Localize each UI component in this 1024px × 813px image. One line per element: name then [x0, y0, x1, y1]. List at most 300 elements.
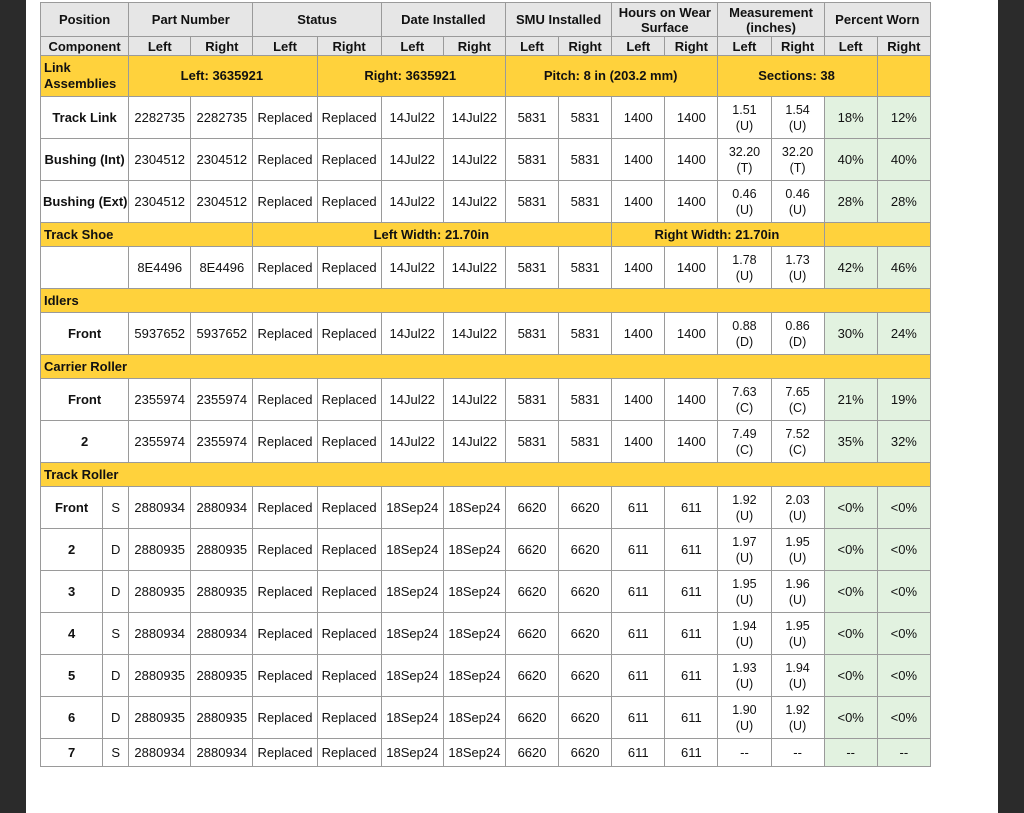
- subheader-left: Left: [381, 37, 443, 56]
- status-right: Replaced: [317, 697, 381, 739]
- status-left: Replaced: [253, 529, 317, 571]
- date-left: 14Jul22: [381, 247, 443, 289]
- smu-left: 6620: [505, 613, 558, 655]
- smu-right: 5831: [559, 139, 612, 181]
- part-left: 2282735: [129, 97, 191, 139]
- hours-right: 611: [665, 529, 718, 571]
- shoe-left-width: Left Width: 21.70in: [253, 223, 612, 247]
- status-left: Replaced: [253, 139, 317, 181]
- header-meas-line1: Measurement: [729, 4, 813, 20]
- part-left: 2355974: [129, 421, 191, 463]
- header-hours-line2: Surface: [640, 19, 689, 35]
- hours-left: 611: [612, 739, 665, 767]
- measurement-unit: (U): [788, 550, 807, 565]
- measurement-left: [718, 181, 771, 223]
- hours-right: 611: [665, 655, 718, 697]
- table-row: [41, 313, 931, 355]
- measurement-value: 1.94: [785, 660, 810, 675]
- percent-worn-right: --: [877, 739, 930, 767]
- percent-worn-right: <0%: [877, 571, 930, 613]
- part-left: 2880935: [129, 697, 191, 739]
- date-right: 18Sep24: [443, 529, 505, 571]
- date-right: 14Jul22: [443, 97, 505, 139]
- part-right: 2282735: [191, 97, 253, 139]
- measurement-value: 7.63: [732, 384, 757, 399]
- smu-left: 5831: [505, 247, 558, 289]
- section-track-roller: [41, 463, 931, 487]
- hours-right: 611: [665, 697, 718, 739]
- row-label: 5: [41, 655, 103, 697]
- measurement-right: [771, 613, 824, 655]
- measurement-right: [771, 313, 824, 355]
- measurement-right: [771, 97, 824, 139]
- part-right: 2880935: [191, 655, 253, 697]
- subheader-left: Left: [718, 37, 771, 56]
- hours-left: 611: [612, 613, 665, 655]
- hours-left: 611: [612, 697, 665, 739]
- measurement-unit: (U): [735, 634, 754, 649]
- part-left: 2880934: [129, 487, 191, 529]
- percent-worn-left: <0%: [824, 487, 877, 529]
- shoe-right-width: Right Width: 21.70in: [612, 223, 824, 247]
- measurement-value: 1.92: [732, 492, 757, 507]
- part-right: 2880935: [191, 571, 253, 613]
- row-label: [41, 247, 129, 289]
- smu-left: 5831: [505, 379, 558, 421]
- roller-type: D: [103, 655, 129, 697]
- date-left: 18Sep24: [381, 529, 443, 571]
- measurement-unit: (C): [735, 442, 754, 457]
- section-title-line1: Link: [44, 60, 71, 75]
- smu-right: 6620: [559, 529, 612, 571]
- measurement-left: [718, 247, 771, 289]
- hours-left: 1400: [612, 181, 665, 223]
- measurement-value: 1.94: [732, 618, 757, 633]
- part-left: 5937652: [129, 313, 191, 355]
- roller-type: D: [103, 529, 129, 571]
- measurement-left: [718, 97, 771, 139]
- date-right: 14Jul22: [443, 313, 505, 355]
- part-left: 2880935: [129, 655, 191, 697]
- measurement-value: 1.95: [785, 534, 810, 549]
- part-left: 8E4496: [129, 247, 191, 289]
- smu-right: 5831: [559, 421, 612, 463]
- smu-right: 6620: [559, 655, 612, 697]
- measurement-left: [718, 313, 771, 355]
- percent-worn-left: 18%: [824, 97, 877, 139]
- measurement-unit: (D): [788, 334, 807, 349]
- row-label: Front: [41, 313, 129, 355]
- section-idlers: [41, 289, 931, 313]
- subheader-right: Right: [191, 37, 253, 56]
- row-label: 6: [41, 697, 103, 739]
- table-row: [41, 421, 931, 463]
- row-label: Front: [41, 487, 103, 529]
- table-row: [41, 487, 931, 529]
- date-left: 14Jul22: [381, 139, 443, 181]
- part-right: 2880934: [191, 487, 253, 529]
- measurement-left: [718, 655, 771, 697]
- date-right: 18Sep24: [443, 739, 505, 767]
- section-title: Carrier Roller: [41, 355, 931, 379]
- row-label: 2: [41, 421, 129, 463]
- smu-left: 5831: [505, 139, 558, 181]
- measurement-unit: (U): [735, 268, 754, 283]
- table-row: [41, 697, 931, 739]
- part-right: 2304512: [191, 139, 253, 181]
- percent-worn-left: 40%: [824, 139, 877, 181]
- section-title: Idlers: [41, 289, 931, 313]
- smu-right: 6620: [559, 571, 612, 613]
- date-left: 18Sep24: [381, 487, 443, 529]
- measurement-unit: (U): [735, 550, 754, 565]
- measurement-value: 0.46: [732, 186, 757, 201]
- date-right: 14Jul22: [443, 421, 505, 463]
- hours-left: 1400: [612, 247, 665, 289]
- measurement-unit: (T): [736, 160, 753, 175]
- status-right: Replaced: [317, 571, 381, 613]
- measurement-value: 1.92: [785, 702, 810, 717]
- date-right: 14Jul22: [443, 247, 505, 289]
- smu-left: 6620: [505, 487, 558, 529]
- status-right: Replaced: [317, 613, 381, 655]
- date-right: 18Sep24: [443, 655, 505, 697]
- hours-left: 611: [612, 487, 665, 529]
- percent-worn-right: 12%: [877, 97, 930, 139]
- status-left: Replaced: [253, 97, 317, 139]
- measurement-unit: (U): [735, 508, 754, 523]
- percent-worn-right: 19%: [877, 379, 930, 421]
- part-right: 2880935: [191, 697, 253, 739]
- measurement-unit: (U): [735, 202, 754, 217]
- status-right: Replaced: [317, 529, 381, 571]
- status-left: Replaced: [253, 739, 317, 767]
- smu-right: 5831: [559, 247, 612, 289]
- hours-left: 1400: [612, 421, 665, 463]
- subheader-left: Left: [612, 37, 665, 56]
- header-measurement: [718, 3, 824, 37]
- status-right: Replaced: [317, 313, 381, 355]
- smu-left: 5831: [505, 181, 558, 223]
- hours-right: 1400: [665, 97, 718, 139]
- section-link-assemblies: [41, 56, 931, 97]
- measurement-right: [771, 487, 824, 529]
- measurement-value: 1.95: [785, 618, 810, 633]
- smu-left: 6620: [505, 655, 558, 697]
- measurement-right: [771, 697, 824, 739]
- status-right: Replaced: [317, 97, 381, 139]
- measurement-value: 0.46: [785, 186, 810, 201]
- measurement-value: 1.97: [732, 534, 757, 549]
- measurement-unit: (U): [788, 268, 807, 283]
- measurement-left: [718, 139, 771, 181]
- measurement-value: 1.93: [732, 660, 757, 675]
- part-left: 2304512: [129, 181, 191, 223]
- measurement-right: [771, 655, 824, 697]
- hours-left: 611: [612, 571, 665, 613]
- section-title: Track Roller: [41, 463, 931, 487]
- hours-right: 1400: [665, 247, 718, 289]
- smu-right: 5831: [559, 379, 612, 421]
- percent-worn-left: --: [824, 739, 877, 767]
- measurement-value: 7.65: [785, 384, 810, 399]
- percent-worn-right: 32%: [877, 421, 930, 463]
- measurement-unit: (U): [788, 202, 807, 217]
- table-row: [41, 181, 931, 223]
- measurement-unit: (U): [788, 676, 807, 691]
- section-title: Track Shoe: [41, 223, 253, 247]
- header-hours-on-wear: [612, 3, 718, 37]
- status-right: Replaced: [317, 655, 381, 697]
- measurement-right: [771, 421, 824, 463]
- status-left: Replaced: [253, 487, 317, 529]
- link-sections: Sections: 38: [718, 56, 877, 97]
- status-left: Replaced: [253, 313, 317, 355]
- smu-left: 5831: [505, 97, 558, 139]
- date-right: 14Jul22: [443, 139, 505, 181]
- measurement-left: [718, 487, 771, 529]
- table-row: [41, 529, 931, 571]
- percent-worn-right: <0%: [877, 529, 930, 571]
- hours-right: 1400: [665, 313, 718, 355]
- measurement-value: 0.86: [785, 318, 810, 333]
- measurement-value: 32.20: [781, 144, 814, 159]
- measurement-unit: (U): [788, 118, 807, 133]
- row-label: 4: [41, 613, 103, 655]
- status-right: Replaced: [317, 379, 381, 421]
- part-left: 2880935: [129, 571, 191, 613]
- measurement-unit: (U): [735, 118, 754, 133]
- table-row: [41, 139, 931, 181]
- date-right: 18Sep24: [443, 571, 505, 613]
- status-right: Replaced: [317, 739, 381, 767]
- hours-left: 611: [612, 529, 665, 571]
- subheader-left: Left: [824, 37, 877, 56]
- measurement-unit: (U): [788, 508, 807, 523]
- percent-worn-left: <0%: [824, 697, 877, 739]
- section-filler: [824, 223, 930, 247]
- section-title-line2: Assemblies: [44, 76, 117, 91]
- measurement-unit: (C): [788, 442, 807, 457]
- percent-worn-left: 21%: [824, 379, 877, 421]
- table-row: [41, 571, 931, 613]
- hours-right: 611: [665, 739, 718, 767]
- roller-type: S: [103, 487, 129, 529]
- measurement-unit: (U): [788, 634, 807, 649]
- percent-worn-left: 35%: [824, 421, 877, 463]
- date-left: 18Sep24: [381, 697, 443, 739]
- smu-left: 6620: [505, 571, 558, 613]
- header-position: Position: [41, 3, 129, 37]
- subheader-right: Right: [877, 37, 930, 56]
- subheader-right: Right: [317, 37, 381, 56]
- table-row: [41, 739, 931, 767]
- part-right: 2304512: [191, 181, 253, 223]
- percent-worn-right: <0%: [877, 487, 930, 529]
- measurement-value: 1.95: [732, 576, 757, 591]
- percent-worn-left: <0%: [824, 655, 877, 697]
- smu-right: 6620: [559, 697, 612, 739]
- part-right: 5937652: [191, 313, 253, 355]
- measurement-value: 0.88: [732, 318, 757, 333]
- status-left: Replaced: [253, 697, 317, 739]
- measurement-right: [771, 529, 824, 571]
- measurement-left: [718, 613, 771, 655]
- date-right: 14Jul22: [443, 181, 505, 223]
- row-label: Bushing (Ext): [41, 181, 129, 223]
- measurement-unit: (C): [788, 400, 807, 415]
- measurement-value: 7.49: [732, 426, 757, 441]
- date-left: 14Jul22: [381, 379, 443, 421]
- status-left: Replaced: [253, 571, 317, 613]
- measurement-left: [718, 697, 771, 739]
- measurement-left: --: [718, 739, 771, 767]
- hours-left: 1400: [612, 97, 665, 139]
- hours-right: 1400: [665, 379, 718, 421]
- subheader-right: Right: [443, 37, 505, 56]
- measurement-unit: (C): [735, 400, 754, 415]
- hours-right: 1400: [665, 139, 718, 181]
- status-left: Replaced: [253, 655, 317, 697]
- status-right: Replaced: [317, 421, 381, 463]
- roller-type: S: [103, 739, 129, 767]
- part-left: 2880935: [129, 529, 191, 571]
- percent-worn-right: <0%: [877, 697, 930, 739]
- table-row: [41, 247, 931, 289]
- row-label: 3: [41, 571, 103, 613]
- percent-worn-left: <0%: [824, 529, 877, 571]
- smu-left: 6620: [505, 529, 558, 571]
- header-percent-worn: Percent Worn: [824, 3, 930, 37]
- status-left: Replaced: [253, 181, 317, 223]
- percent-worn-right: 28%: [877, 181, 930, 223]
- subheader-left: Left: [129, 37, 191, 56]
- subheader-right: Right: [665, 37, 718, 56]
- measurement-unit: (U): [735, 718, 754, 733]
- part-right: 2880934: [191, 739, 253, 767]
- percent-worn-right: <0%: [877, 613, 930, 655]
- date-left: 18Sep24: [381, 571, 443, 613]
- measurement-value: 1.90: [732, 702, 757, 717]
- part-right: 2880934: [191, 613, 253, 655]
- part-left: 2355974: [129, 379, 191, 421]
- date-left: 14Jul22: [381, 97, 443, 139]
- subheader-right: Right: [771, 37, 824, 56]
- measurement-right: [771, 181, 824, 223]
- hours-left: 611: [612, 655, 665, 697]
- percent-worn-left: <0%: [824, 613, 877, 655]
- date-left: 14Jul22: [381, 313, 443, 355]
- measurement-left: [718, 421, 771, 463]
- table-row: [41, 613, 931, 655]
- measurement-unit: (T): [789, 160, 806, 175]
- hours-left: 1400: [612, 379, 665, 421]
- smu-right: 6620: [559, 613, 612, 655]
- undercarriage-table: [40, 2, 931, 767]
- percent-worn-left: 28%: [824, 181, 877, 223]
- status-left: Replaced: [253, 421, 317, 463]
- measurement-value: 1.51: [732, 102, 757, 117]
- status-right: Replaced: [317, 181, 381, 223]
- date-right: 14Jul22: [443, 379, 505, 421]
- date-right: 18Sep24: [443, 697, 505, 739]
- percent-worn-left: <0%: [824, 571, 877, 613]
- smu-right: 6620: [559, 487, 612, 529]
- part-right: 2355974: [191, 379, 253, 421]
- row-label: 7: [41, 739, 103, 767]
- roller-type: S: [103, 613, 129, 655]
- hours-right: 1400: [665, 421, 718, 463]
- roller-type: D: [103, 571, 129, 613]
- measurement-left: [718, 571, 771, 613]
- measurement-unit: (U): [735, 592, 754, 607]
- hours-right: 611: [665, 571, 718, 613]
- status-left: Replaced: [253, 613, 317, 655]
- measurement-value: 7.52: [785, 426, 810, 441]
- row-label: Front: [41, 379, 129, 421]
- percent-worn-right: <0%: [877, 655, 930, 697]
- section-carrier-roller: [41, 355, 931, 379]
- smu-left: 6620: [505, 739, 558, 767]
- smu-left: 5831: [505, 421, 558, 463]
- status-left: Replaced: [253, 379, 317, 421]
- table-row: [41, 655, 931, 697]
- smu-left: 5831: [505, 313, 558, 355]
- hours-left: 1400: [612, 313, 665, 355]
- smu-right: 5831: [559, 313, 612, 355]
- link-left-part: Left: 3635921: [129, 56, 317, 97]
- measurement-value: 32.20: [728, 144, 761, 159]
- header-meas-line2: (inches): [746, 19, 796, 35]
- status-right: Replaced: [317, 487, 381, 529]
- date-right: 18Sep24: [443, 487, 505, 529]
- link-pitch: Pitch: 8 in (203.2 mm): [505, 56, 717, 97]
- subheader-right: Right: [559, 37, 612, 56]
- measurement-value: 1.78: [732, 252, 757, 267]
- roller-type: D: [103, 697, 129, 739]
- date-left: 14Jul22: [381, 421, 443, 463]
- link-right-part: Right: 3635921: [317, 56, 505, 97]
- row-label: 2: [41, 529, 103, 571]
- percent-worn-left: 42%: [824, 247, 877, 289]
- measurement-left: [718, 379, 771, 421]
- date-left: 18Sep24: [381, 655, 443, 697]
- table-row: [41, 97, 931, 139]
- measurement-unit: (U): [735, 676, 754, 691]
- header-date-installed: Date Installed: [381, 3, 505, 37]
- status-left: Replaced: [253, 247, 317, 289]
- part-left: 2880934: [129, 613, 191, 655]
- table-row: [41, 379, 931, 421]
- section-title: [41, 56, 129, 97]
- date-right: 18Sep24: [443, 613, 505, 655]
- date-left: 18Sep24: [381, 613, 443, 655]
- header-hours-line1: Hours on Wear: [618, 4, 711, 20]
- hours-left: 1400: [612, 139, 665, 181]
- measurement-value: 2.03: [785, 492, 810, 507]
- measurement-value: 1.54: [785, 102, 810, 117]
- measurement-right: [771, 571, 824, 613]
- row-label: Track Link: [41, 97, 129, 139]
- status-right: Replaced: [317, 139, 381, 181]
- hours-right: 611: [665, 487, 718, 529]
- header-part-number: Part Number: [129, 3, 253, 37]
- measurement-left: [718, 529, 771, 571]
- hours-right: 611: [665, 613, 718, 655]
- percent-worn-right: 40%: [877, 139, 930, 181]
- smu-left: 6620: [505, 697, 558, 739]
- date-left: 18Sep24: [381, 739, 443, 767]
